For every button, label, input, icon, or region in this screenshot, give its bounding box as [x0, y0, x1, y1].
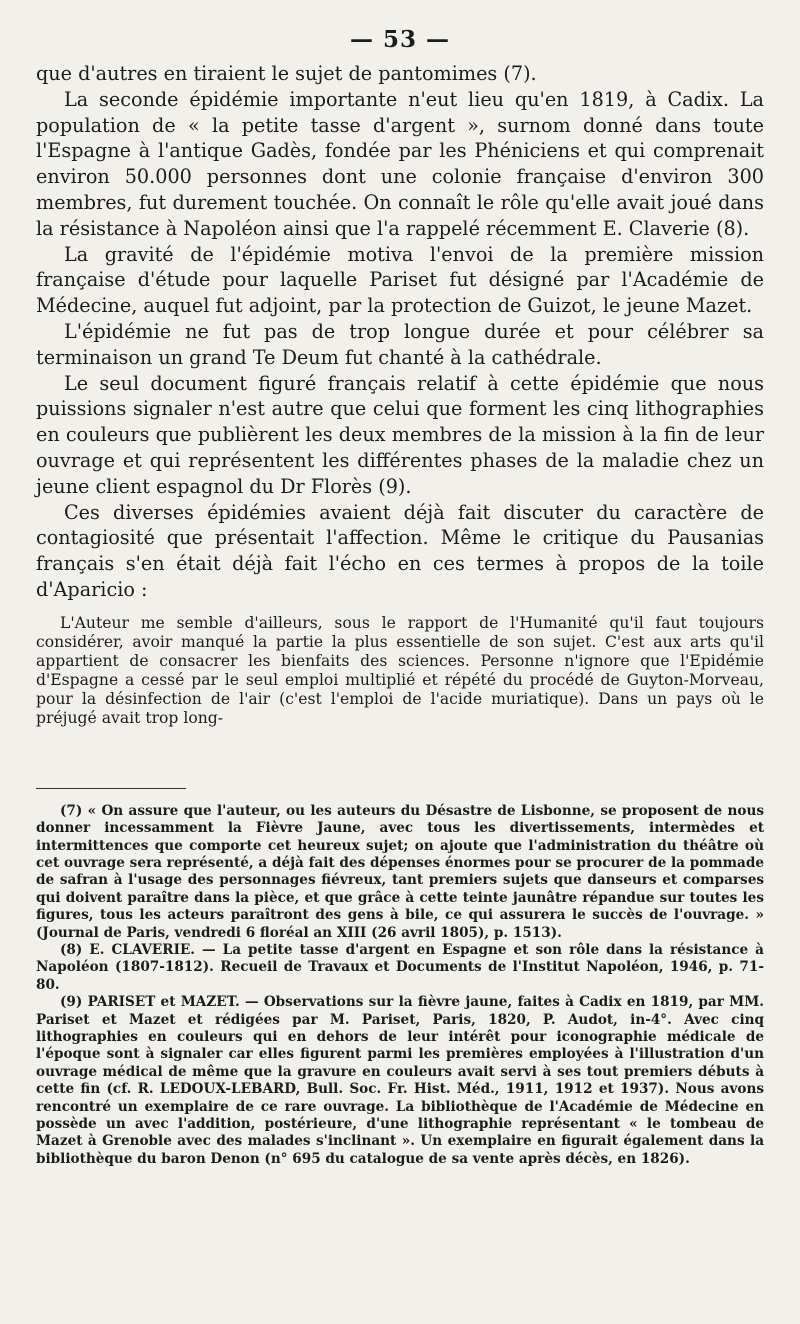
paragraph: L'épidémie ne fut pas de trop longue durée et pour célébrer sa terminaison un grand Te Deum fut chanté à la cathédrale.	[36, 319, 764, 369]
footnote-separator	[36, 788, 186, 789]
footnote: (8) E. CLAVERIE. — La petite tasse d'argent en Espagne et son rôle dans la résistance à Napoléon (1807-1812). Recueil de Travaux et Documents de l'Institut Napoléon, 1946, p. 71-80.	[36, 941, 764, 993]
paragraph: La seconde épidémie importante n'eut lieu qu'en 1819, à Cadix. La population de « la petite tasse d'argent », surnom donné dans toute l'Espagne à l'antique Gadès, fondée par les Phéniciens et qui comprenait environ 50.000 personnes dont une colonie française d'environ 300 membres, fut durement touchée. On connaît le rôle qu'elle avait joué dans la résistance à Napoléon ainsi que l'a rappelé récemment E. Claverie (8).	[36, 87, 764, 240]
footnote: (7) « On assure que l'auteur, ou les auteurs du Désastre de Lisbonne, se proposent de nous donner incessamment la Fièvre Jaune, avec tous les divertissements, intermèdes et intermittences que comporte cet heureux sujet; on ajoute que l'administration du théâtre où cet ouvrage sera représenté, a déjà fait des dépenses énormes pour se procurer de la pommade de safran à l'usage des personnages fiévreux, tant premiers sujets que danseurs et comparses qui doivent paraître dans la pièce, et que grâce à cette teinte jaunâtre répandue sur toutes les figures, tous les acteurs paraîtront des gens à bile, ce qui assurera le succès de l'ouvrage. » (Journal de Paris, vendredi 6 floréal an XIII (26 avril 1805), p. 1513).	[36, 802, 764, 941]
page-number: — 53 —	[349, 26, 451, 53]
footnote: (9) PARISET et MAZET. — Observations sur la fièvre jaune, faites à Cadix en 1819, par MM. Pariset et Mazet et rédigées par M. Pariset, Paris, 1820, P. Audot, in-4°. Avec cinq lithographies en couleurs qui en dehors de leur intérêt pour iconographie médicale de l'époque sont à signaler car elles figurent parmi les premières employées à l'illustration d'un ouvrage médical de même que la gravure en couleurs avait servi à ses tout premiers débuts à cette fin (cf. R. LEDOUX-LEBARD, Bull. Soc. Fr. Hist. Méd., 1911, 1912 et 1937). Nous avons rencontré un exemplaire de ce rare ouvrage. La bibliothèque de l'Académie de Médecine en possède un avec l'addition, postérieure, d'une lithographie représentant « le tombeau de Mazet à Grenoble avec des malades s'inclinant ». Un exemplaire en figurait également dans la bibliothèque du baron Denon (n° 695 du catalogue de sa vente après décès, en 1826).	[36, 994, 764, 1167]
paragraph: La gravité de l'épidémie motiva l'envoi de la première mission française d'étude pour laquelle Pariset fut désigné par l'Académie de Médecine, auquel fut adjoint, par la protection de Guizot, le jeune Mazet.	[36, 242, 764, 318]
paragraph: Le seul document figuré français relatif à cette épidémie que nous puissions signaler n'est autre que celui que forment les cinq lithographies en couleurs que publièrent les deux membres de la mission à la fin de leur ouvrage et qui représentent les différentes phases de la maladie chez un jeune client espagnol du Dr Florès (9).	[36, 371, 764, 498]
paragraph: que d'autres en tiraient le sujet de pantomimes (7).	[36, 62, 537, 85]
main-text	[36, 61, 764, 603]
paragraph: Ces diverses épidémies avaient déjà fait discuter du caractère de contagiosité que présentait l'affection. Même le critique du Pausanias français s'en était déjà fait l'écho en ces termes à propos de la toile d'Aparicio :	[36, 500, 764, 601]
block-quote: L'Auteur me semble d'ailleurs, sous le rapport de l'Humanité qu'il faut toujours considérer, avoir manqué la partie la plus essentielle de son sujet. C'est aux arts qu'il appartient de consacrer les bienfaits des sciences. Personne n'ignore que l'Epidémie d'Espagne a cessé par le seul emploi multiplié et répété du procédé de Guyton-Morveau, pour la désinfection de l'air (c'est l'emploi de l'acide muriatique). Dans un pays où le préjugé avait trop long-	[36, 613, 764, 727]
footnotes	[36, 803, 764, 1169]
